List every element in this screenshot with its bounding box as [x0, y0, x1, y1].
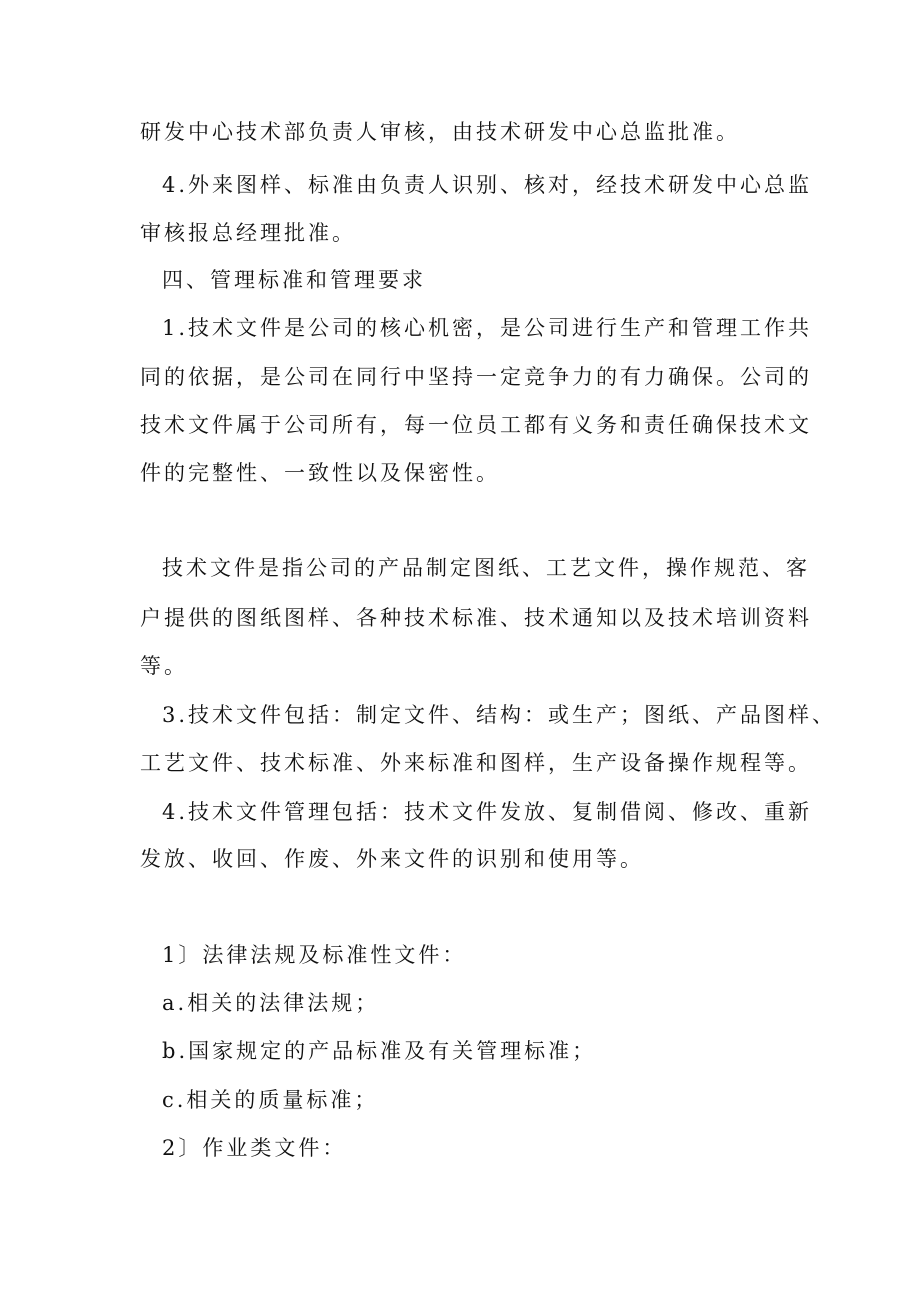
text-line: 工艺文件、技术标准、外来标准和图样，生产设备操作规程等。	[140, 751, 812, 775]
list-item: b.国家规定的产品标准及有关管理标准；	[162, 1039, 597, 1063]
text-line: 技术文件是指公司的产品制定图纸、工艺文件，操作规范、客	[162, 556, 810, 580]
text-line: 1.技术文件是公司的核心机密，是公司进行生产和管理工作共	[162, 316, 813, 340]
text-line: 件的完整性、一致性以及保密性。	[140, 461, 500, 485]
text-line: 技术文件属于公司所有，每一位员工都有义务和责任确保技术文	[140, 413, 812, 437]
section-heading: 四、管理标准和管理要求	[162, 268, 426, 292]
text-line: 4.技术文件管理包括：技术文件发放、复制借阅、修改、重新	[162, 800, 813, 824]
list-item: a.相关的法律法规；	[162, 991, 380, 1015]
list-item: 1〕法律法规及标准性文件：	[162, 943, 467, 967]
list-item: 2〕作业类文件：	[162, 1136, 347, 1160]
text-line: 等。	[140, 654, 188, 678]
text-line: 研发中心技术部负责人审核，由技术研发中心总监批准。	[140, 120, 740, 144]
text-line: 户提供的图纸图样、各种技术标准、技术通知以及技术培训资料	[140, 606, 812, 630]
text-line: 4.外来图样、标准由负责人识别、核对，经技术研发中心总监	[162, 173, 813, 197]
text-line: 审核报总经理批准。	[140, 221, 356, 245]
text-line: 同的依据，是公司在同行中坚持一定竞争力的有力确保。公司的	[140, 365, 812, 389]
text-line: 发放、收回、作废、外来文件的识别和使用等。	[140, 847, 644, 871]
list-item: c.相关的质量标准；	[162, 1088, 379, 1112]
text-line: 3.技术文件包括：制定文件、结构：或生产；图纸、产品图样、	[162, 703, 837, 727]
